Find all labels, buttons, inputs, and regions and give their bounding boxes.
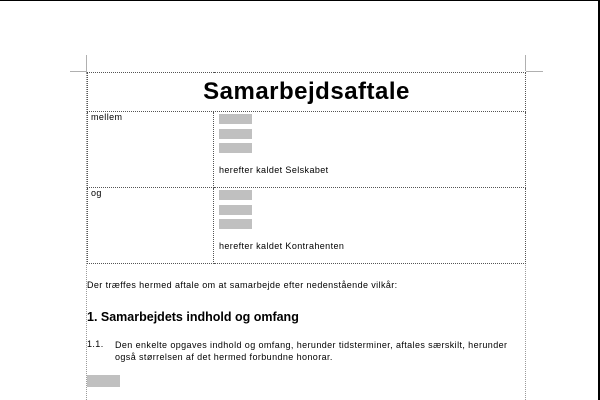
clause-text[interactable]: Den enkelte opgaves indhold og omfang, herunder tidsterminer, aftales særskilt, herunder også størrelsen af det hermed forbundne honorar. <box>115 340 508 362</box>
intro-paragraph[interactable]: Der træffes hermed aftale om at samarbejde efter nedenstående vilkår: <box>87 280 398 290</box>
form-field-address[interactable] <box>219 129 252 139</box>
form-field-city[interactable] <box>219 219 252 229</box>
title-cell <box>88 73 526 112</box>
party-label-cell-2 <box>88 188 214 264</box>
crop-mark-top-right-h <box>526 71 543 72</box>
form-field-name[interactable] <box>219 114 252 124</box>
form-field-clause[interactable] <box>87 375 120 387</box>
party-role-text[interactable]: herefter kaldet Selskabet <box>219 165 329 175</box>
party-label-cell-1 <box>88 112 214 188</box>
window-top-border <box>0 0 600 1</box>
party-details-cell-2 <box>214 188 526 264</box>
form-field-address[interactable] <box>219 205 252 215</box>
party-label[interactable]: og <box>91 188 102 198</box>
party-role-text[interactable]: herefter kaldet Kontrahenten <box>219 241 345 251</box>
header-table <box>87 72 526 264</box>
crop-mark-top-left-v <box>86 55 87 71</box>
document-title[interactable]: Samarbejdsaftale <box>203 78 410 105</box>
section-heading[interactable]: 1. Samarbejdets indhold og omfang <box>87 310 299 324</box>
clause-number: 1.1. <box>87 339 104 349</box>
crop-mark-top-right-v <box>525 55 526 71</box>
form-field-city[interactable] <box>219 143 252 153</box>
party-details-cell-1 <box>214 112 526 188</box>
crop-mark-top-left-h <box>70 71 87 72</box>
party-label[interactable]: mellem <box>91 112 123 122</box>
form-field-name[interactable] <box>219 190 252 200</box>
